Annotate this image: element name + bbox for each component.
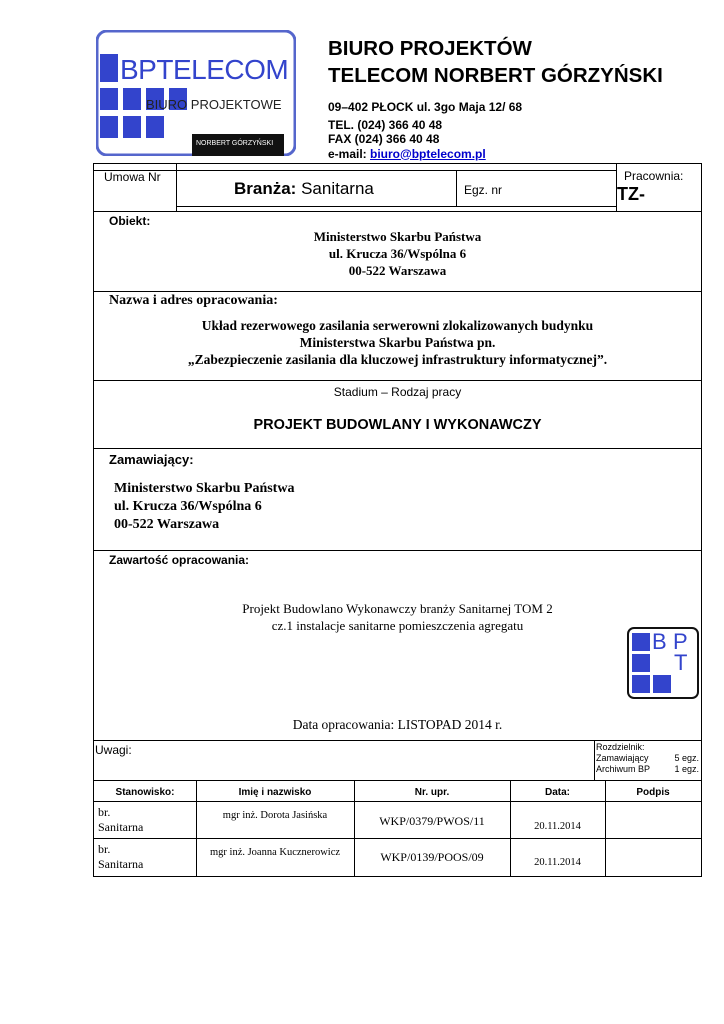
table-row-nr: WKP/0139/POOS/09 — [380, 850, 484, 864]
col-stanowisko: Stanowisko: — [115, 787, 175, 798]
obiekt-address: Ministerstwo Skarbu Państwa ul. Krucza 36/Wspólna 6 00-522 Warszawa — [313, 229, 482, 278]
fax: FAX (024) 366 40 48 — [328, 132, 440, 146]
data-opracowania: Data opracowania: LISTOPAD 2014 r. — [292, 717, 503, 732]
table-row-date: 20.11.2014 — [534, 857, 581, 868]
title-sheet-form — [93, 163, 702, 877]
table-row-stanowisko: br. Sanitarna — [98, 842, 144, 871]
logo-owner: NORBERT GÓRZYŃSKI — [196, 140, 274, 147]
uwagi-label: Uwagi: — [95, 743, 132, 757]
col-imie: Imię i nazwisko — [238, 787, 312, 798]
logo-subtitle: BIURO PROJEKTOWE — [146, 97, 282, 112]
zamawiajacy-address: Ministerstwo Skarbu Państwa ul. Krucza 36/Wspólna 6 00-522 Warszawa — [114, 481, 295, 532]
table-row-date: 20.11.2014 — [534, 821, 581, 832]
col-podpis: Podpis — [636, 787, 670, 798]
stadium-label: Stadium – Rodzaj pracy — [333, 385, 462, 399]
email-line: e-mail: biuro@bptelecom.pl — [328, 146, 486, 161]
table-row-stanowisko: br. Sanitarna — [98, 805, 144, 834]
bpt-letter-b: B — [652, 629, 667, 654]
col-data: Data: — [544, 787, 570, 798]
nazwa-label: Nazwa i adres opracowania: — [109, 293, 278, 308]
address: 09–402 PŁOCK ul. 3go Maja 12/ 68 — [328, 100, 523, 114]
bpt-letter-p: P — [673, 629, 688, 654]
bpt-logo — [627, 627, 699, 699]
table-row-name: mgr inż. Joanna Kucznerowicz — [209, 847, 341, 858]
rozdzielnik: Rozdzielnik: Zamawiający 5 egz. Archiwum BP 1 egz. — [596, 742, 699, 774]
table-row-podpis — [605, 805, 701, 835]
pracownia-value: TZ- — [617, 184, 645, 204]
branza: Branża: Sanitarna — [234, 179, 374, 198]
table-row-name: mgr inż. Dorota Jasińska — [222, 810, 328, 821]
bptelecom-logo — [96, 30, 296, 156]
phone: TEL. (024) 366 40 48 — [328, 117, 443, 132]
pracownia-label: Pracownia: — [624, 169, 684, 183]
egz-label: Egz. nr — [464, 183, 503, 197]
zamawiajacy-label: Zamawiający: — [109, 452, 194, 467]
obiekt-label: Obiekt: — [109, 214, 151, 228]
email-link[interactable]: biuro@bptelecom.pl — [370, 146, 486, 161]
stadium-value: PROJEKT BUDOWLANY I WYKONAWCZY — [253, 417, 542, 433]
nazwa-description: Układ rezerwowego zasilania serwerowni zlokalizowanych budynku Ministerstwa Skarbu Państwa pn. „Zabezpieczenie zasilania dla kluczowej infrastruktury informatycznej”. — [187, 318, 608, 367]
bpt-letter-t: T — [674, 650, 688, 675]
zawartosc-content: Projekt Budowlano Wykonawczy branży Sanitarnej TOM 2 cz.1 instalacje sanitarne pomieszczenia agregatu — [242, 601, 553, 633]
table-row-nr: WKP/0379/PWOS/11 — [379, 814, 485, 828]
contact-block — [328, 100, 522, 161]
umowa-label: Umowa Nr — [104, 170, 161, 184]
table-row-podpis — [605, 842, 701, 872]
company-title: BIURO PROJEKTÓW TELECOM NORBERT GÓRZYŃSKI — [328, 37, 663, 87]
col-nr: Nr. upr. — [414, 787, 450, 798]
zawartosc-label: Zawartość opracowania: — [109, 553, 250, 567]
logo-brand: BPTELECOM — [120, 54, 289, 85]
